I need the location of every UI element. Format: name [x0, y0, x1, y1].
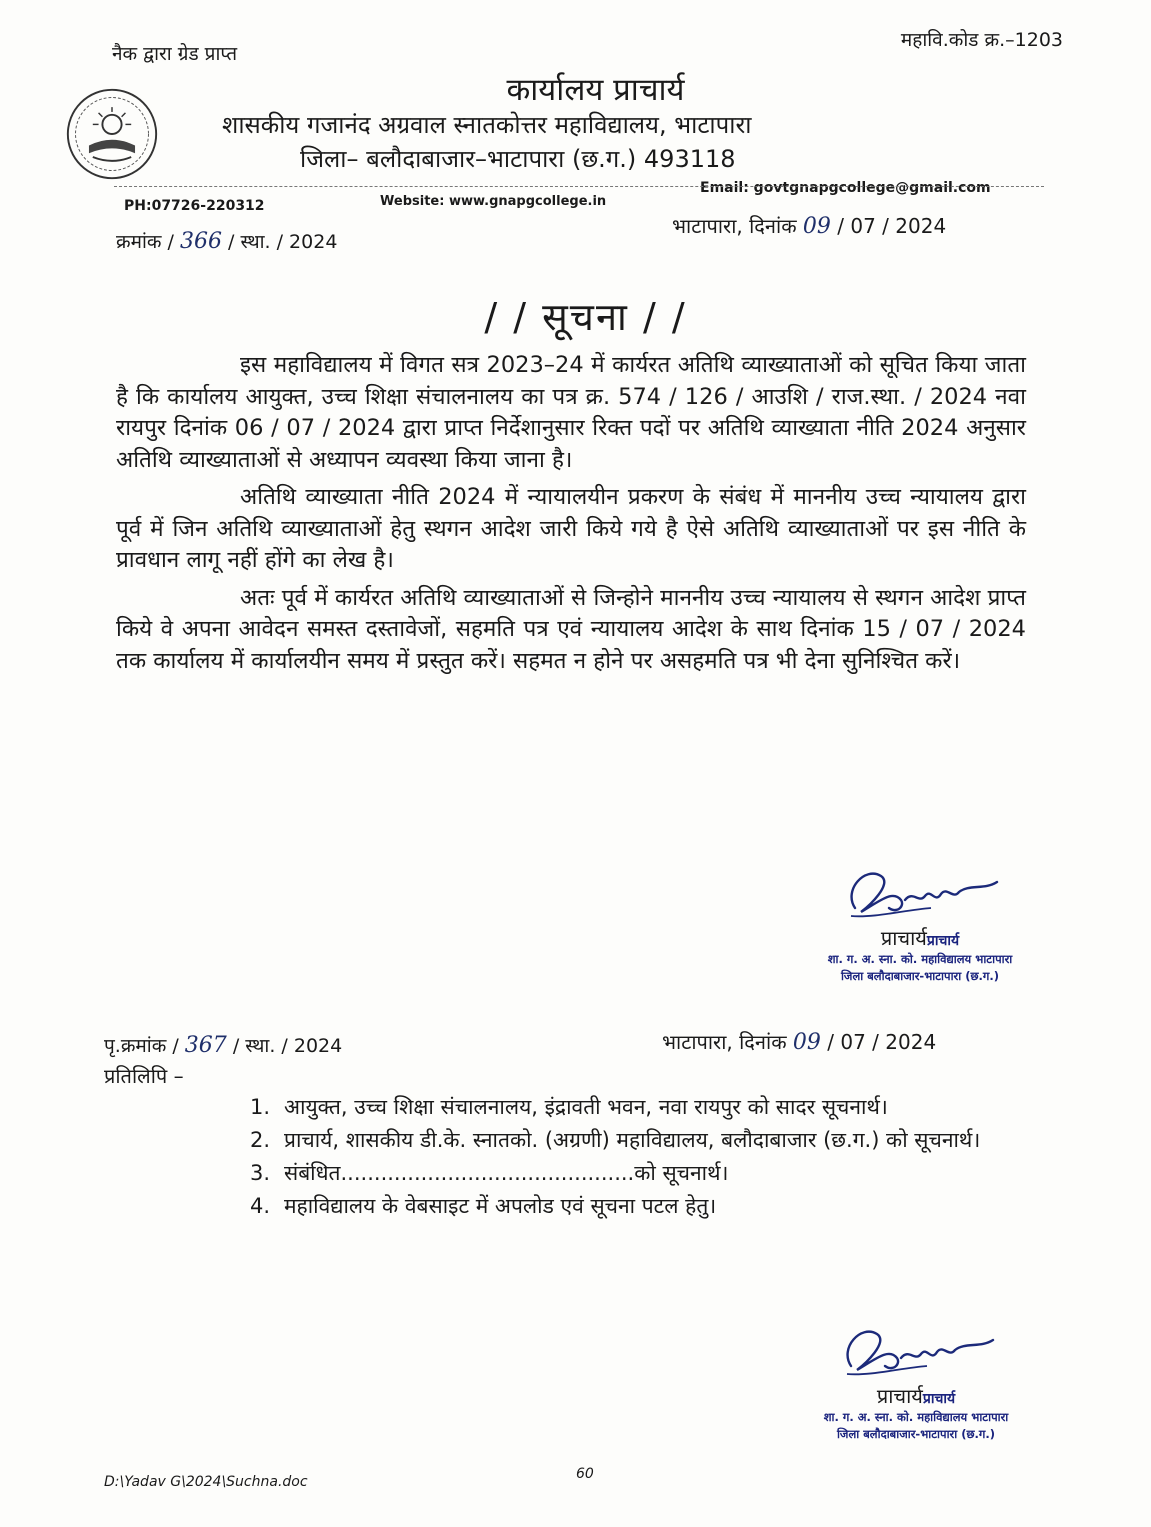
paragraph: अतिथि व्याख्याता नीति 2024 में न्यायालयीन प्रकरण के संबंध में माननीय उच्च न्यायालय द्वारा पूर्व में जिन अतिथि व्याख्याताओं हेतु स्थगन आदेश जारी किये गये है ऐसे अतिथि व्याख्याताओं पर इस नीति के प्रावधान लागू नहीं होंगे का लेख है।	[116, 484, 1026, 573]
naac-grade-text: नैक द्वारा ग्रेड प्राप्त	[112, 43, 238, 65]
website-url: Website: www.gnapgcollege.in	[380, 194, 607, 209]
paragraph: इस महाविद्यालय में विगत सत्र 2023–24 में कार्यरत अतिथि व्याख्याताओं को सूचित किया जाता है कि कार्यालय आयुक्त, उच्च शिक्षा संचालनालय का पत्र क्र. 574 / 126 / आउशि / राज.स्था. / 2024 नवा रायपुर दिनांक 06 / 07 / 2024 द्वारा प्राप्त निर्देशानुसार रिक्त पदों पर अतिथि व्याख्याता नीति 2024 अनुसार अतिथि व्याख्याताओं से अध्यापन व्यवस्था किया जाना है।	[116, 352, 1026, 473]
copy-list	[250, 1092, 1030, 1224]
list-item: 2. प्राचार्य, शासकीय डी.के. स्नातको. (अग्रणी) महाविद्यालय, बलौदाबाजार (छ.ग.) को सूचनार्थ।	[250, 1128, 981, 1152]
signature-icon	[835, 860, 1005, 922]
handwritten-endorsement-day: 09	[792, 1030, 821, 1055]
handwritten-ref-number: 366	[179, 229, 222, 254]
college-code: महावि.कोड क्र.–1203	[900, 29, 1063, 51]
paragraph: अतः पूर्व में कार्यरत अतिथि व्याख्याताओं से जिन्होने माननीय उच्च न्यायालय से स्थगन आदेश प्राप्त किये वे अपना आवेदन समस्त दस्तावेजों, सहमति पत्र एवं न्यायालय आदेश के साथ दिनांक 15 / 07 / 2024 तक कार्यालय में कार्यालयीन समय में प्रस्तुत करें। सहमत न होने पर असहमति पत्र भी देना सुनिश्चित करें।	[116, 584, 1026, 674]
list-item: 4. महाविद्यालय के वेबसाइट में अपलोड एवं सूचना पटल हेतु।	[250, 1194, 717, 1218]
principal-signature-block-2	[766, 1318, 1066, 1443]
notice-title: / / सूचना / /	[484, 295, 687, 339]
notice-body	[116, 350, 1026, 683]
endorsement-number: पृ.क्रमांक / 367 / स्था. / 2024	[104, 1033, 343, 1058]
signature-icon	[831, 1318, 1001, 1380]
reference-number: क्रमांक / 366 / स्था. / 2024	[116, 229, 338, 254]
signatory-designation: प्राचार्यप्राचार्य	[876, 1384, 956, 1408]
endorsement-date: भाटापारा, दिनांक 09 / 07 / 2024	[662, 1030, 937, 1055]
header-divider	[114, 186, 1044, 187]
issue-date: भाटापारा, दिनांक 09 / 07 / 2024	[672, 214, 947, 239]
phone-number: PH:07726-220312	[124, 198, 265, 214]
office-stamp: शा. ग. अ. स्ना. को. महाविद्यालय भाटापारा जिला बलौदाबाजार-भाटापारा (छ.ग.)	[823, 1410, 1009, 1441]
file-path: D:\Yadav G\2024\Suchna.doc	[104, 1474, 308, 1490]
office-title: कार्यालय प्राचार्य	[506, 72, 685, 108]
email-address: Email: govtgnapgcollege@gmail.com	[700, 180, 991, 196]
copy-label: प्रतिलिपि –	[104, 1064, 184, 1088]
office-stamp: शा. ग. अ. स्ना. को. महाविद्यालय भाटापारा जिला बलौदाबाजार-भाटापारा (छ.ग.)	[827, 952, 1013, 983]
page-number: 60	[576, 1466, 594, 1482]
list-item: 1. आयुक्त, उच्च शिक्षा संचालनालय, इंद्रावती भवन, नवा रायपुर को सादर सूचनार्थ।	[250, 1095, 888, 1119]
college-name: शासकीय गजानंद अग्रवाल स्नातकोत्तर महाविद्यालय, भाटापारा	[222, 111, 752, 139]
handwritten-date-day: 09	[802, 214, 831, 239]
list-item: 3. संबंधित............................................को सूचनार्थ।	[250, 1161, 729, 1185]
principal-signature-block	[770, 860, 1070, 985]
handwritten-endorsement-number: 367	[184, 1033, 227, 1058]
district-address: जिला– बलौदाबाजार–भाटापारा (छ.ग.) 493118	[300, 145, 736, 173]
signatory-designation: प्राचार्यप्राचार्य	[880, 926, 960, 950]
